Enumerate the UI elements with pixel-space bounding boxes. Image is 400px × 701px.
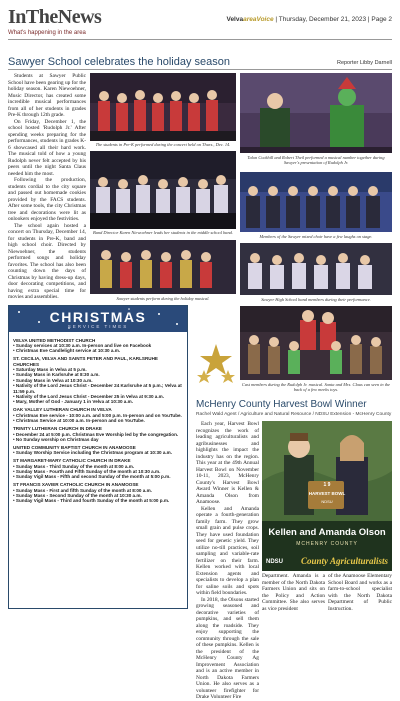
service-text: Mary, Mother of God - January 1 in Velva at 10:30 a.m. [15, 399, 133, 405]
award-name: HARVEST BOWL [308, 491, 346, 496]
story-text-column: of the Anamoose Elementary School Board and works as a farm-to-school specialist with the North Dakota Department of Public Instruction. [328, 573, 392, 612]
bullet-icon: • [13, 348, 16, 354]
photo-caption: Talon Cockhill and Robert Theil performed a musical number together during Sawyer's presentation of Rudolph Jr. [247, 155, 385, 166]
service-text: Sunday services at 10:30 a.m. In-person and live on Facebook [15, 342, 152, 348]
story-paragraph: Following the production, students cordial to the city square and passed out homemade cookies provided by the FACS students. After some tools, the city Christmas tree and decorations were lit as onlookers enjoyed the festivities. [8, 177, 86, 222]
christmas-title: CHRISTMAS [49, 309, 147, 325]
church-name: ST FRANCIS XAVIER CATHOLIC CHURCH IN ANAMOOSE [13, 482, 139, 488]
service-text: Saturday Mass in Velva at 5 p.m. [15, 367, 87, 373]
church-name: UNITED COMMUNITY BAPTIST CHURCH IN ANAMOOSE [13, 444, 136, 450]
service-text: Sunday Mass - Second Sunday of the month at 10:30 a.m. [15, 493, 142, 499]
photo-high-school-band [240, 243, 392, 295]
photo-caption: Sawyer High School band members during their performance. [261, 297, 371, 302]
photo-caption: Cast members during the Rudolph Jr. musical. Santa and Mrs. Claus can seen in the back of a few meeks toys. [241, 382, 391, 393]
masthead [8, 6, 392, 40]
church-name: OAK VALLEY LUTHERAN CHURCH IN VELVA [13, 407, 112, 413]
service-text: Sunday Mass in Velva at 10:30 a.m. [15, 377, 93, 383]
bullet-icon: • [13, 468, 16, 474]
photo-caption: The students in Pre-K performed during the concert held on Thurs., Dec. 14. [95, 142, 231, 147]
story-paragraph: Students at Sawyer Public School have been gearing up for the holiday season. Karen Niewoehner, Music Director, has created some incredible musical performances from all of her students in grades Pre-K through 12th grade. [8, 73, 86, 118]
christmas-subtitle: SERVICE TIMES [67, 324, 129, 329]
harvest-bowl-winner-graphic [262, 421, 392, 571]
bullet-icon: • [13, 372, 16, 378]
christmas-service-times [8, 305, 188, 609]
service-text: No Sunday worship on Christmas day [15, 436, 99, 442]
bullet-icon: • [13, 487, 16, 493]
church-list [13, 335, 185, 504]
story-paragraph: The school again hosted a concert on Thursday, December 14, for students in Pre-K, band and high school choir. Directed by Niewoehner, the students performed songs and holiday favorites. The school has also been counting down the days of Christmas by having dress-up days, door decorating competitions, and having extra special time for movies and assemblies. [8, 222, 86, 300]
story-paragraph: Kellen and Amanda operate a fourth-generation family farm. They grow small grain and pulse crops. They have used foundation seed for genetic yield. They utilize no-till practices, soil sampling and variable-rate fertilizer on their farm. Kellen worked with local Extension agents and specialists to develop a plan for saline soils and spots within field boundaries. [196, 505, 259, 596]
service-time [13, 450, 185, 455]
service-text: Sunday Worship Service including the Christmas program at 10:30 a.m. [15, 450, 173, 456]
story-paragraph: On Friday, December 1, the school hosted 'Rudolph Jr.' After spending weeks preparing for the performances, students in grades K-6 showcased all their hard work. The musical told of how a young Rudolph never felt accepted by his peers until the night Santa Claus needed him the most. [8, 118, 86, 177]
christmas-banner [9, 306, 187, 332]
bullet-icon: • [13, 493, 16, 499]
bullet-icon: • [13, 450, 16, 456]
bullet-icon: • [13, 498, 16, 504]
newspaper-logo: InTheNews [8, 6, 102, 28]
bullet-icon: • [13, 342, 16, 348]
photo-cast-members [240, 306, 392, 380]
bullet-icon: • [13, 383, 16, 389]
bullet-icon: • [13, 367, 16, 373]
story-headline: McHenry County Harvest Bowl Winner [196, 399, 367, 410]
service-text: Christmas Service at 10:00 a.m. In-person and on YouTube. [15, 418, 145, 424]
story-text-column: Department. Amanda is a member of the North Dakota Farmers Union and sits on the Policy and Action Committee. She also serves as vice president [262, 573, 325, 612]
bullet-icon: • [13, 394, 16, 400]
service-time [13, 418, 185, 423]
service-time [13, 383, 185, 394]
service-text: December 24 at 5:00 p.m. Christmas Eve Worship led by the congregation. [15, 431, 179, 437]
gold-stars-decoration [196, 330, 236, 390]
bullet-icon: • [13, 377, 16, 383]
story-paragraph: In 2018, the Olsons started growing seasoned and decorative varieties of pumpkins, and sell them along the roadside. They enjoy supporting the community through the sale of these pumpkins. Kellen is the president of the McHenry County Ag Improvement Association and is an active member in North Dakota Farmers Union. He also serves as a volunteer firefighter for Drake Volunteer Fire [196, 596, 259, 700]
photo-caption: Members of the Sawyer mixed choir have a few laughs on stage. [259, 234, 373, 239]
photo-holiday-musical [90, 240, 236, 294]
service-time [13, 498, 185, 503]
service-text: Sunday Mass - Fourth and Fifth Sunday of the month at 10:30 a.m. [15, 468, 161, 474]
issue-info: VelvaareaVoice | Thursday, December 21, 2023 | Page 2 [226, 16, 392, 23]
award-ndsu: NDSU [321, 499, 333, 504]
service-time [13, 348, 185, 353]
service-text: Nativity of the Lord Jesus Christ - December 25 in Velva at 9:30 a.m. [15, 394, 164, 400]
tagline: What's happening in the area [8, 30, 86, 36]
service-text: Sunday Mass - Third Sunday of the month at 8:00 a.m. [15, 463, 135, 469]
service-text: Christmas Eve Candlelight service at 10:30 a.m. [15, 348, 121, 354]
service-time [13, 399, 185, 404]
story-text-column [196, 421, 259, 701]
bullet-icon: • [13, 412, 16, 418]
photo-middle-school-band [90, 151, 236, 229]
service-text: Sunday Vigil Mass - Fifth and second Sunday of the month at 5:00 p.m. [15, 474, 171, 480]
bullet-icon: • [13, 431, 16, 437]
bullet-icon: • [13, 436, 16, 442]
church-name: TRINITY LUTHERAN CHURCH IN DRAKE [13, 426, 102, 432]
photo-musical-duo [240, 73, 392, 153]
footer-text: County Agriculturalists [301, 556, 388, 566]
service-text: Sunday Mass - First and fifth Sunday of the month at 8:00 a.m. [15, 487, 152, 493]
photo-caption: Sawyer students perform during the holiday musical. [116, 296, 210, 301]
winner-name: Kellen and Amanda Olson [268, 527, 386, 538]
photo-caption: Band Director Karen Niewoehner leads her students in the middle school band. [93, 230, 233, 235]
footer-brand: NDSU [266, 559, 284, 565]
service-text: Nativity of the Lord Jesus Christ - December 24 Karlsruhe at 5 p.m.; Velva at 11:59 p.m. [13, 383, 182, 394]
award-year: 1 9 [323, 482, 331, 488]
service-time [13, 474, 185, 479]
story-byline: Rachel Wald Agent / Agriculture and Natural Resource / NDSU Extension - McHenry County [196, 412, 392, 417]
service-text: Christmas Eve service - 10:00 a.m. and 5:00 p.m. In-person and on YouTube. [15, 412, 182, 418]
service-time [13, 437, 185, 442]
winner-county: MCHENRY COUNTY [296, 541, 358, 547]
bullet-icon: • [13, 474, 16, 480]
photo-prek-students [90, 73, 236, 141]
church-name: VELVA UNITED METHODIST CHURCH [13, 337, 96, 343]
story-paragraph: Each year, Harvest Bowl recognizes the work of leading agriculturalists and agribusinesses and highlights the impact the industry has on the region. This year at the 49th Annual Harvest Bowl on November 10-11, 2023, McHenry County's Harvest Bowl Award Winner is Kellen & Amanda Olson from Anamoose. [196, 421, 259, 505]
divider [8, 69, 392, 70]
story-headline: Sawyer School celebrates the holiday season [8, 56, 230, 68]
story-text-column [8, 73, 86, 301]
bullet-icon: • [13, 399, 16, 405]
service-text: Sunday Mass in Karlsruhe at 8:30 a.m. [15, 372, 100, 378]
church-name: ST MARGARET-MARY CATHOLIC CHURCH IN DRAKE [13, 458, 131, 464]
church-name: ST. CECILIA, VELVA AND SAINTS PETER AND PAUL, KARLSRUHE CHURCHES [13, 356, 158, 367]
bullet-icon: • [13, 418, 16, 424]
story-byline: Reporter Libby Darnell [336, 60, 392, 66]
bullet-icon: • [13, 463, 16, 469]
photo-mixed-choir [240, 172, 392, 232]
service-text: Sunday Vigil Mass - Third and fourth Sunday of the month at 5:00 p.m. [15, 498, 170, 504]
